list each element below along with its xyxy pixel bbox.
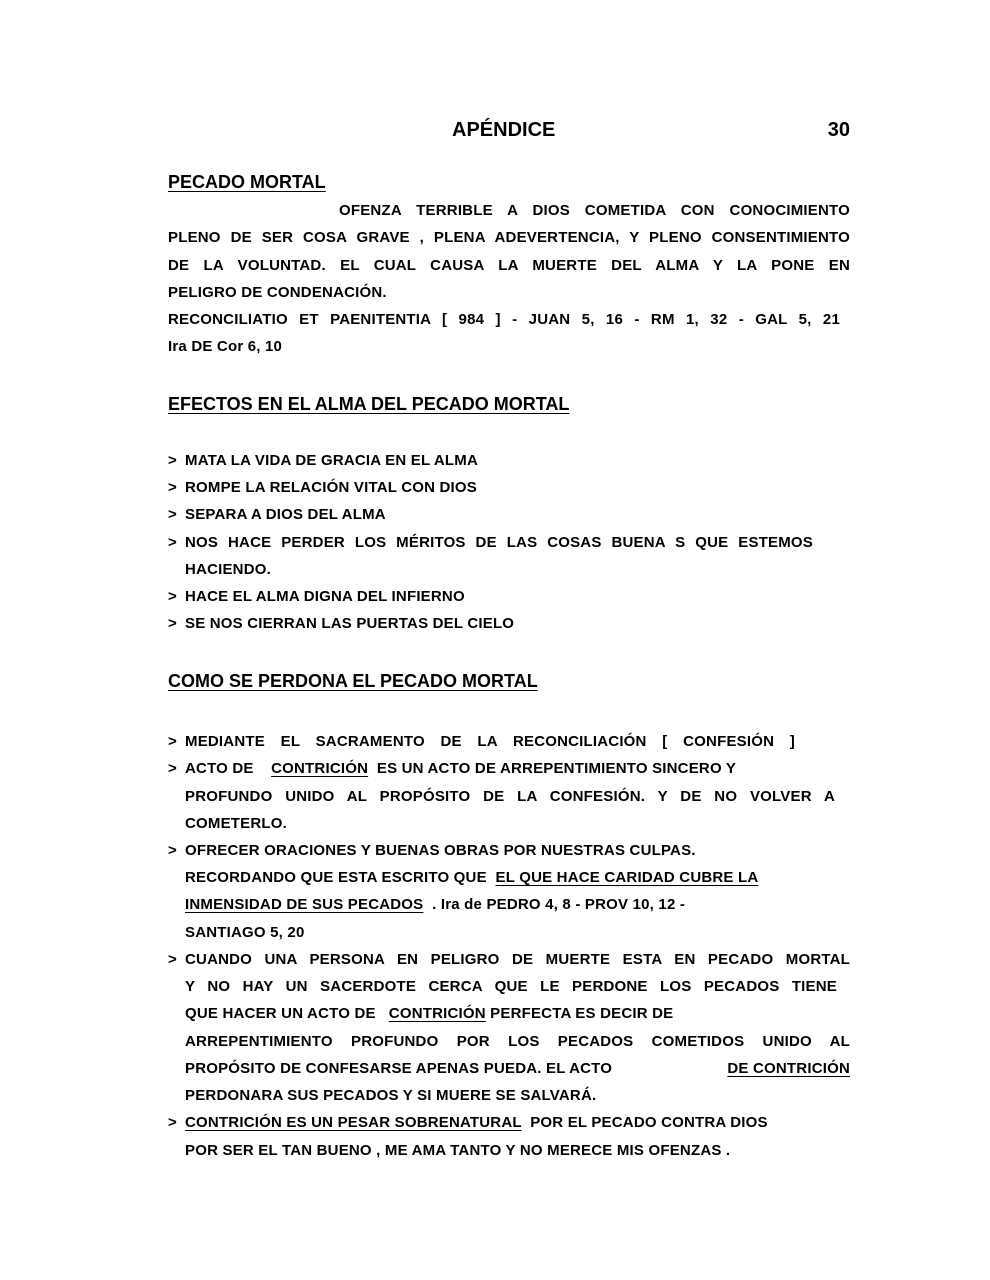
list-item-continuation: INMENSIDAD DE SUS PECADOS . Ira de PEDRO 4, 8 - PROV 10, 12 - [185,896,686,913]
underlined-term: CONTRICIÓN [388,1005,486,1022]
bullet-marker: > [168,1114,177,1131]
list-item: SEPARA A DIOS DEL ALMA [185,506,386,523]
paragraph-line: PLENO DE SER COSA GRAVE , PLENA ADEVERTENCIA, Y PLENO CONSENTIMIENTO [168,229,850,246]
bullet-marker: > [168,452,177,469]
underlined-definition: CONTRICIÓN ES UN PESAR SOBRENATURAL [185,1114,522,1131]
list-item: HACE EL ALMA DIGNA DEL INFIERNO [185,588,465,605]
underlined-quote: EL QUE HACE CARIDAD CUBRE LA [495,869,759,886]
underlined-quote: INMENSIDAD DE SUS PECADOS [185,896,424,913]
list-item: MATA LA VIDA DE GRACIA EN EL ALMA [185,452,478,469]
list-item-continuation: POR SER EL TAN BUENO , ME AMA TANTO Y NO MERECE MIS OFENZAS . [185,1142,731,1159]
list-item-continuation: RECORDANDO QUE ESTA ESCRITO QUE EL QUE HACE CARIDAD CUBRE LA [185,869,759,886]
bullet-marker: > [168,615,177,632]
paragraph-line: OFENZA TERRIBLE A DIOS COMETIDA CON CONOCIMIENTO [339,202,850,219]
bullet-marker: > [168,588,177,605]
paragraph-line: PELIGRO DE CONDENACIÓN. [168,284,387,301]
list-item: NOS HACE PERDER LOS MÉRITOS DE LAS COSAS BUENA S QUE ESTEMOS [185,534,813,551]
underlined-term: DE CONTRICIÓN [727,1060,850,1077]
paragraph-line: DE LA VOLUNTAD. EL CUAL CAUSA LA MUERTE DEL ALMA Y LA PONE EN [168,257,850,274]
list-item-continuation: PROPÓSITO DE CONFESARSE APENAS PUEDA. EL ACTO DE CONTRICIÓN [185,1060,850,1077]
list-item: CONTRICIÓN ES UN PESAR SOBRENATURAL POR EL PECADO CONTRA DIOS [185,1114,768,1131]
list-item: SE NOS CIERRAN LAS PUERTAS DEL CIELO [185,615,515,632]
list-item-continuation: HACIENDO. [185,561,271,578]
list-item-continuation: SANTIAGO 5, 20 [185,924,305,941]
section-heading-efectos: EFECTOS EN EL ALMA DEL PECADO MORTAL [168,394,570,414]
underlined-term: CONTRICIÓN [271,760,369,777]
bullet-marker: > [168,760,177,777]
section-heading-pecado-mortal: PECADO MORTAL [168,172,326,192]
list-item-continuation: QUE HACER UN ACTO DE CONTRICIÓN PERFECTA ES DECIR DE [185,1005,674,1022]
bullet-marker: > [168,479,177,496]
bullet-marker: > [168,842,177,859]
list-item: ROMPE LA RELACIÓN VITAL CON DIOS [185,479,477,496]
page-number: 30 [827,119,850,141]
list-item-continuation: COMETERLO. [185,815,287,832]
list-item: ACTO DE CONTRICIÓN ES UN ACTO DE ARREPENTIMIENTO SINCERO Y [185,760,737,777]
list-item-continuation: ARREPENTIMIENTO PROFUNDO POR LOS PECADOS COMETIDOS UNIDO AL [185,1033,850,1050]
list-item-continuation: PERDONARA SUS PECADOS Y SI MUERE SE SALVARÁ. [185,1087,597,1104]
bullet-marker: > [168,506,177,523]
list-item-continuation: Y NO HAY UN SACERDOTE CERCA QUE LE PERDONE LOS PECADOS TIENE [185,978,837,995]
document-page [168,0,850,1280]
list-item: OFRECER ORACIONES Y BUENAS OBRAS POR NUESTRAS CULPAS. [185,842,696,859]
list-item: MEDIANTE EL SACRAMENTO DE LA RECONCILIACIÓN [ CONFESIÓN ] [185,733,795,750]
list-item-continuation: PROFUNDO UNIDO AL PROPÓSITO DE LA CONFESIÓN. Y DE NO VOLVER A [185,788,835,805]
section-heading-perdona: COMO SE PERDONA EL PECADO MORTAL [168,671,538,691]
bullet-marker: > [168,733,177,750]
reference-line: Ira DE Cor 6, 10 [168,338,283,355]
reference-line: RECONCILIATIO ET PAENITENTIA [ 984 ] - JUAN 5, 16 - RM 1, 32 - GAL 5, 21 [168,311,840,328]
list-item: CUANDO UNA PERSONA EN PELIGRO DE MUERTE ESTA EN PECADO MORTAL [185,951,850,968]
page-title: APÉNDICE [452,119,556,141]
bullet-marker: > [168,951,177,968]
bullet-marker: > [168,534,177,551]
